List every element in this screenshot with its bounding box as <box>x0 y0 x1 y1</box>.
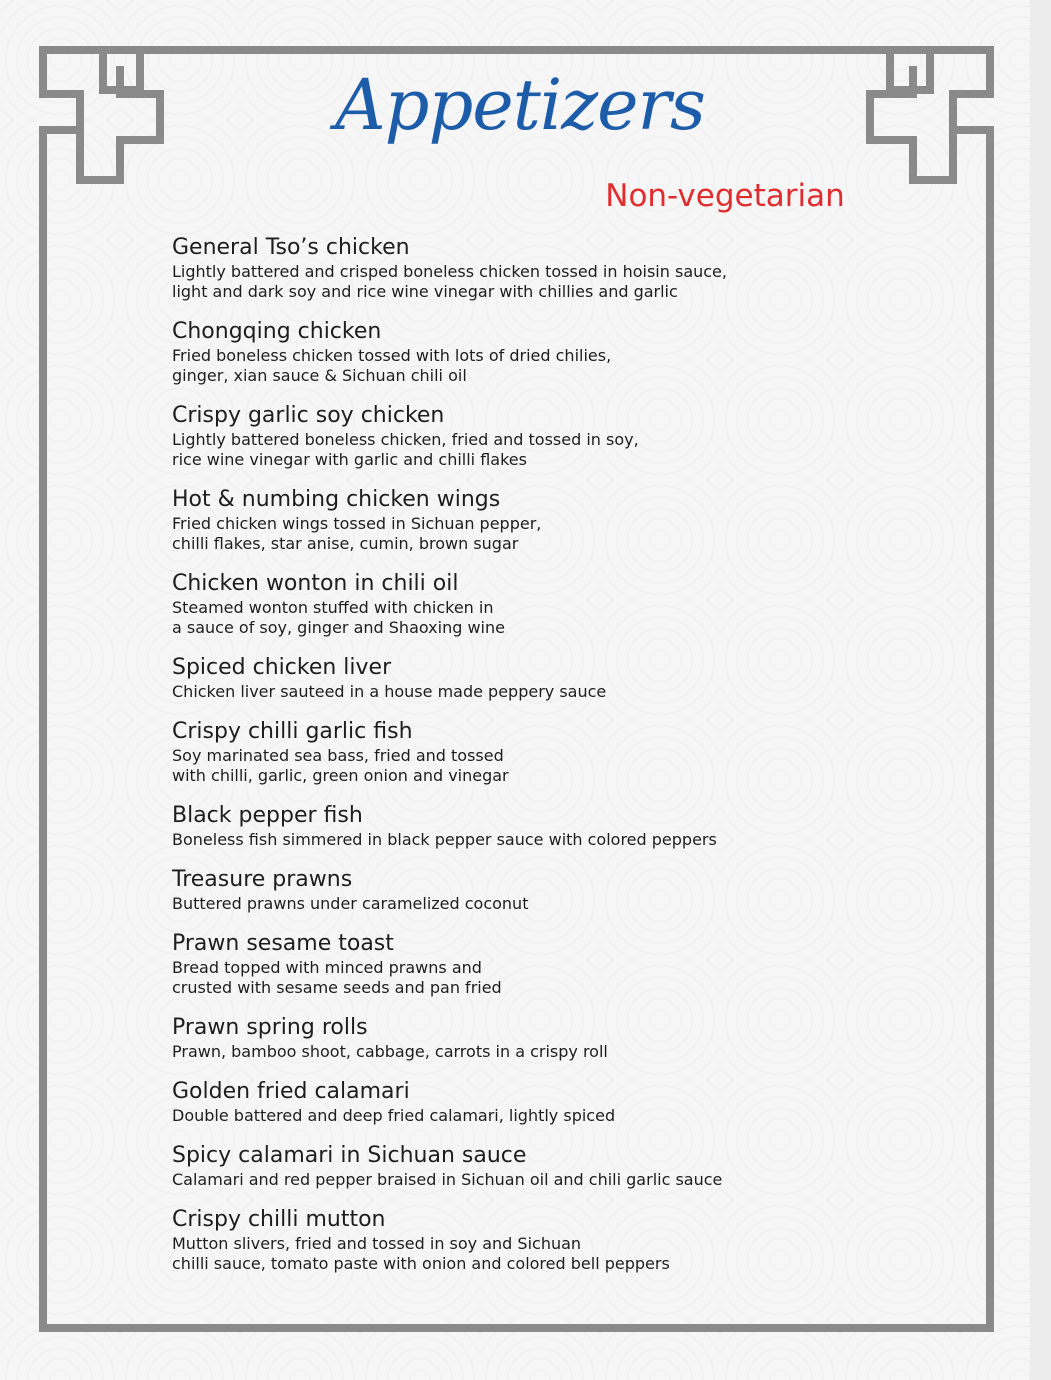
menu-item <box>172 318 792 386</box>
menu-item <box>172 866 792 914</box>
item-description: Calamari and red pepper braised in Sichuan oil and chili garlic sauce <box>172 1170 723 1189</box>
page-subtitle: Non-vegetarian <box>605 178 845 214</box>
item-description: Prawn, bamboo shoot, cabbage, carrots in a crispy roll <box>172 1042 608 1061</box>
item-name: Crispy chilli mutton <box>172 1207 386 1232</box>
menu-item <box>172 802 792 850</box>
item-description: Chicken liver sauteed in a house made peppery sauce <box>172 682 607 701</box>
item-description: Bread topped with minced prawns and crusted with sesame seeds and pan fried <box>172 958 502 997</box>
page-edge <box>1030 0 1051 1380</box>
item-name: Chicken wonton in chili oil <box>172 571 459 596</box>
menu-item <box>172 1078 792 1126</box>
item-name: Prawn spring rolls <box>172 1015 368 1040</box>
item-description: Buttered prawns under caramelized coconut <box>172 894 529 913</box>
item-description: Lightly battered and crisped boneless chicken tossed in hoisin sauce, light and dark soy and rice wine vinegar with chillies and garlic <box>172 262 727 301</box>
item-name: Black pepper fish <box>172 803 363 828</box>
item-name: Crispy chilli garlic fish <box>172 719 413 744</box>
item-name: Treasure prawns <box>172 867 353 892</box>
item-description: Double battered and deep fried calamari, lightly spiced <box>172 1106 616 1125</box>
item-name: Spicy calamari in Sichuan sauce <box>172 1143 527 1168</box>
item-description: Lightly battered boneless chicken, fried and tossed in soy, rice wine vinegar with garlic and chilli flakes <box>172 430 639 469</box>
menu-item <box>172 1206 792 1274</box>
item-name: Chongqing chicken <box>172 319 382 344</box>
item-name: General Tso’s chicken <box>172 235 410 260</box>
item-description: Soy marinated sea bass, fried and tossed with chilli, garlic, green onion and vinegar <box>172 746 509 785</box>
item-name: Spiced chicken liver <box>172 655 392 680</box>
menu-item <box>172 570 792 638</box>
item-name: Golden fried calamari <box>172 1079 410 1104</box>
item-description: Fried chicken wings tossed in Sichuan pepper, chilli flakes, star anise, cumin, brown sugar <box>172 514 542 553</box>
menu-item <box>172 1014 792 1062</box>
item-description: Steamed wonton stuffed with chicken in a sauce of soy, ginger and Shaoxing wine <box>172 598 505 637</box>
item-description: Boneless fish simmered in black pepper sauce with colored peppers <box>172 830 717 849</box>
menu-item <box>172 486 792 554</box>
page-title: Appetizers <box>335 64 705 146</box>
item-name: Prawn sesame toast <box>172 931 394 956</box>
item-name: Hot & numbing chicken wings <box>172 487 501 512</box>
item-description: Mutton slivers, fried and tossed in soy and Sichuan chilli sauce, tomato paste with onion and colored bell peppers <box>172 1234 670 1273</box>
menu-item <box>172 234 792 302</box>
menu-item <box>172 1142 792 1190</box>
menu-item <box>172 930 792 998</box>
menu-item <box>172 402 792 470</box>
item-description: Fried boneless chicken tossed with lots of dried chilies, ginger, xian sauce & Sichuan chili oil <box>172 346 612 385</box>
item-name: Crispy garlic soy chicken <box>172 403 445 428</box>
menu-item <box>172 654 792 702</box>
menu-item <box>172 718 792 786</box>
